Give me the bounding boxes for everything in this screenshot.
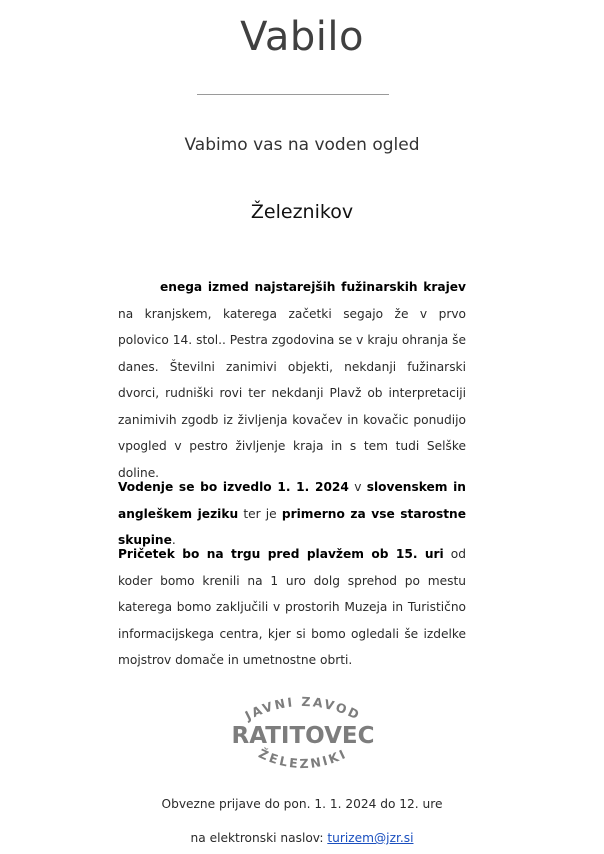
meeting-point: Pričetek bo na trgu pred plavžem ob 15. uri bbox=[118, 547, 444, 561]
registration-deadline: Obvezne prijave do pon. 1. 1. 2024 do 12. ure bbox=[161, 797, 443, 811]
logo-main-text: RATITOVEC bbox=[231, 723, 375, 749]
logo-bottom-text: ŽELEZNIKI bbox=[256, 745, 350, 772]
document-title: Vabilo bbox=[240, 14, 364, 60]
place-heading: Železnikov bbox=[250, 201, 354, 223]
email-link[interactable]: turizem@jzr.si bbox=[327, 831, 414, 845]
description-paragraph bbox=[118, 274, 466, 486]
meeting-point-paragraph bbox=[118, 541, 466, 674]
tour-languages: slovenskem in angleškem jeziku bbox=[118, 480, 466, 521]
title-divider bbox=[197, 94, 389, 95]
invitation-subtitle: Vabimo vas na voden ogled bbox=[184, 135, 420, 155]
paragraph-bold-intro: enega izmed najstarejših fužinarskih krajev bbox=[160, 280, 466, 294]
paragraph-text: v bbox=[348, 480, 367, 494]
paragraph-text: na kranjskem, katerega začetki segajo že v prvo polovico 14. stol.. Pestra zgodovina se v kraju ohranja še danes. Številni zanimivi objekti, nekdanji fužinarski dvorci, rudniški rovi ter nekdanji Plavž ob interpretaciji zanimivih zgodb iz življenja kovačev in kovačic ponudijo vpogled v pestro življenje kraja in s tem tudi Selške doline. bbox=[118, 306, 466, 480]
svg-text:ŽELEZNIKI bbox=[256, 746, 349, 771]
paragraph-text: od koder bomo krenili na 1 uro dolg sprehod po mestu katerega bomo zaključili v prostorih Muzeja in Turistično informacijskega centra, kjer si bomo ogledali še izdelke mojstrov domače in umetnostne obrti. bbox=[118, 547, 466, 667]
logo-top-text: JAVNI ZAVOD bbox=[242, 693, 364, 724]
paragraph-text: . bbox=[171, 533, 176, 547]
contact-label: na elektronski naslov: bbox=[190, 831, 328, 845]
svg-text:JAVNI ZAVOD bbox=[242, 694, 364, 724]
paragraph-text: ter je bbox=[238, 506, 282, 521]
contact-line bbox=[0, 831, 604, 845]
tour-date: Vodenje se bo izvedlo 1. 1. 2024 bbox=[118, 480, 349, 494]
ratitovec-logo bbox=[222, 693, 384, 773]
tour-audience: primerno za vse starostne skupine bbox=[118, 506, 466, 547]
